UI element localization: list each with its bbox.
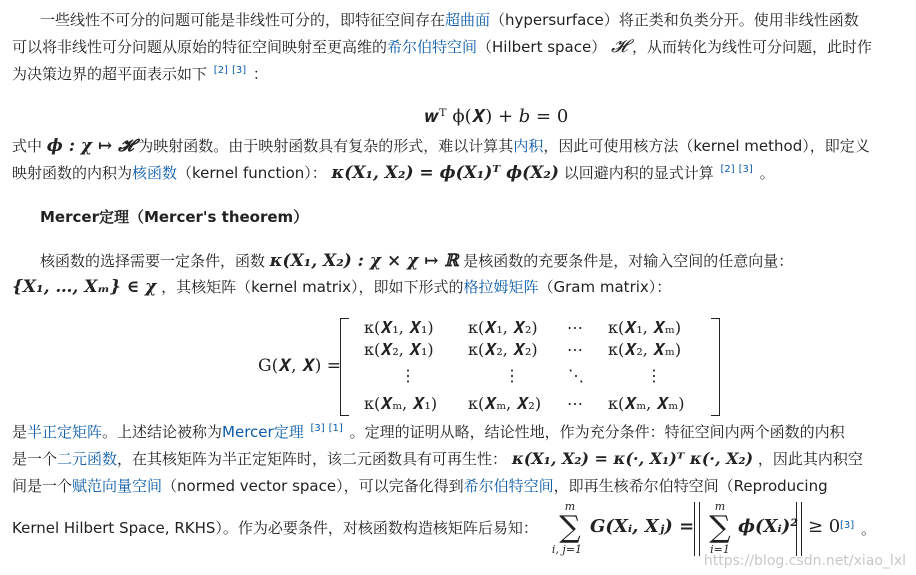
link-inner-product[interactable]: 内积 [513,137,544,155]
link-normed-vector-space[interactable]: 赋范向量空间 [72,477,163,495]
para1-line1 [40,10,859,30]
link-psd-matrix[interactable]: 半正定矩阵 [27,423,103,441]
sum2-lower: i=1 [710,543,730,556]
link-kernel-function[interactable]: 核函数 [132,164,178,182]
link-gram-matrix[interactable]: 格拉姆矩阵 [463,278,539,296]
text: 为决策边界的超平面表示如下 [12,65,208,83]
para1-line3 [12,64,268,84]
formula-tail [838,518,876,539]
text: （hypersurface）将正类和负类分开。使用非线性函数 [490,11,859,29]
matrix-cell: κ(𝑿₂, 𝑿ₘ) [608,340,682,359]
text: 可以将非线性可分问题从原始的特征空间映射至更高维的 [12,38,388,56]
citation-3[interactable]: [3] [738,164,753,175]
geq-zero: ≥ 0 [808,516,841,537]
norm-left-bars [694,502,700,556]
gram-matrix [340,318,720,416]
matrix-cell: ⋱ [568,366,584,385]
sum-sign: ∑ [709,510,731,545]
text: 。 [860,520,876,538]
citation-1[interactable]: [1] [328,423,343,434]
sum1 [551,500,584,556]
text: 以回避内积的显式计算 [563,164,714,182]
text: 。定理的证明从略，结论性地，作为充分条件：特征空间内两个函数的内积 [349,423,845,441]
matrix-cell: κ(𝑿ₘ, 𝑿₁) [364,394,438,413]
matrix-cell: ⋮ [400,366,416,385]
text: （Hilbert space） [477,38,607,56]
matrix-cell: ⋯ [567,318,583,337]
matrix-cell: κ(𝑿₁, 𝑿ₘ) [608,318,682,337]
matrix-right-bracket [711,318,720,416]
text: 间是一个 [12,477,73,495]
para4-line2 [12,449,863,469]
sum1-upper: m [564,500,576,513]
matrix-cell: κ(𝑿ₘ, 𝑿₂) [468,394,542,413]
citation-3[interactable]: [3] [231,65,247,76]
text: （kernel function）： [177,164,327,182]
text: ，其核矩阵（kernel matrix），即如下形式的 [161,278,464,296]
vector-set-math: {𝑿₁, …, 𝑿ₘ} ∈ χ [12,277,157,297]
text: 。 [759,164,775,182]
text: 是 [12,423,28,441]
sum2-upper: m [714,500,726,513]
hyperplane-equation: 𝒘ᵀ ϕ(𝑿) + 𝑏 = 0 [425,106,569,127]
text: 一些线性不可分的问题可能是非线性可分的，即特征空间存在 [40,11,446,29]
sum1-body: G(𝑿ᵢ, 𝑿ⱼ) = [590,516,695,537]
kernel-domain-math: κ(𝑿₁, 𝑿₂) : χ × χ ↦ ℝ [269,251,459,271]
matrix-cell: κ(𝑿₂, 𝑿₂) [468,340,538,359]
sum2 [706,500,734,556]
matrix-cell: ⋯ [567,394,583,413]
citation-3[interactable]: [3] [840,520,855,531]
reproducing-property-math: κ(𝑿₁, 𝑿₂) = κ(·, 𝑿₁)ᵀ κ(·, 𝑿₂) [511,449,754,468]
text: 映射函数的内积为 [12,164,133,182]
text: ，在其核矩阵为半正定矩阵时，该二元函数具有可再生性： [117,450,508,468]
norm-right-bars [796,502,802,556]
para4-line3 [12,476,828,496]
para3-line1 [40,251,793,271]
text: ，因此可使用核方法（kernel method），即定义 [543,137,870,155]
watermark: https://blog.csdn.net/xiao_lxl [703,553,906,569]
matrix-cell: κ(𝑿₂, 𝑿₁) [364,340,434,359]
para2-line2 [12,163,775,183]
matrix-cell: κ(𝑿₁, 𝑿₁) [364,318,434,337]
text: Kernel Hilbert Space, RKHS）。作为必要条件，对核函数构造核矩阵后易知： [12,519,538,537]
para2-line1 [12,136,870,156]
link-mercer-theorem[interactable]: Mercer定理 [222,423,304,441]
text: ： [252,65,268,83]
matrix-cell: κ(𝑿ₘ, 𝑿ₘ) [608,394,685,413]
link-bivariate-function[interactable]: 二元函数 [57,450,118,468]
para3-line2 [12,277,671,297]
matrix-left-bracket [340,318,349,416]
gram-matrix-lhs: G(𝑿, 𝑿) = [258,356,342,376]
text: ，因此其内积空 [757,450,863,468]
mercer-heading: Mercer定理（Mercer's theorem） [40,208,309,226]
sum2-body: ϕ(𝑿ᵢ)² [738,516,799,537]
matrix-cell: κ(𝑿₁, 𝑿₂) [468,318,538,337]
link-hypersurface[interactable]: 超曲面 [445,11,491,29]
text: （normed vector space），可以完备化得到 [162,477,464,495]
matrix-cell: ⋮ [646,366,662,385]
text: ，从而转化为线性可分问题，此时作 [632,38,873,56]
text: 核函数的选择需要一定条件，函数 [40,252,266,270]
para4-line4 [12,518,538,538]
sum-sign: ∑ [559,510,581,545]
hilbert-symbol: 𝓗 [611,36,628,57]
link-hilbert-space-2[interactable]: 希尔伯特空间 [463,477,554,495]
sum1-lower: i, j=1 [551,543,583,556]
matrix-cell: ⋯ [567,340,583,359]
text: （Gram matrix）： [538,278,672,296]
text: 是一个 [12,450,58,468]
text: 式中 [12,137,43,155]
text: ，即再生核希尔伯特空间（Reproducing [553,477,828,495]
link-hilbert-space[interactable]: 希尔伯特空间 [387,38,478,56]
matrix-cell: ⋮ [504,366,520,385]
citation-2[interactable]: [2] [720,164,735,175]
mapping-math: ϕ : χ ↦ 𝓗 [46,136,134,156]
text: 为映射函数。由于映射函数具有复杂的形式，难以计算其 [138,137,514,155]
text: 是核函数的充要条件是，对输入空间的任意向量： [463,252,794,270]
citation-2[interactable]: [2] [213,65,228,76]
citation-3[interactable]: [3] [310,423,325,434]
para4-line1 [12,422,845,442]
kernel-def-math: κ(𝑿₁, 𝑿₂) = ϕ(𝑿₁)ᵀ ϕ(𝑿₂) [331,163,559,183]
para1-line2 [12,37,872,57]
text: 。上述结论被称为 [102,423,223,441]
